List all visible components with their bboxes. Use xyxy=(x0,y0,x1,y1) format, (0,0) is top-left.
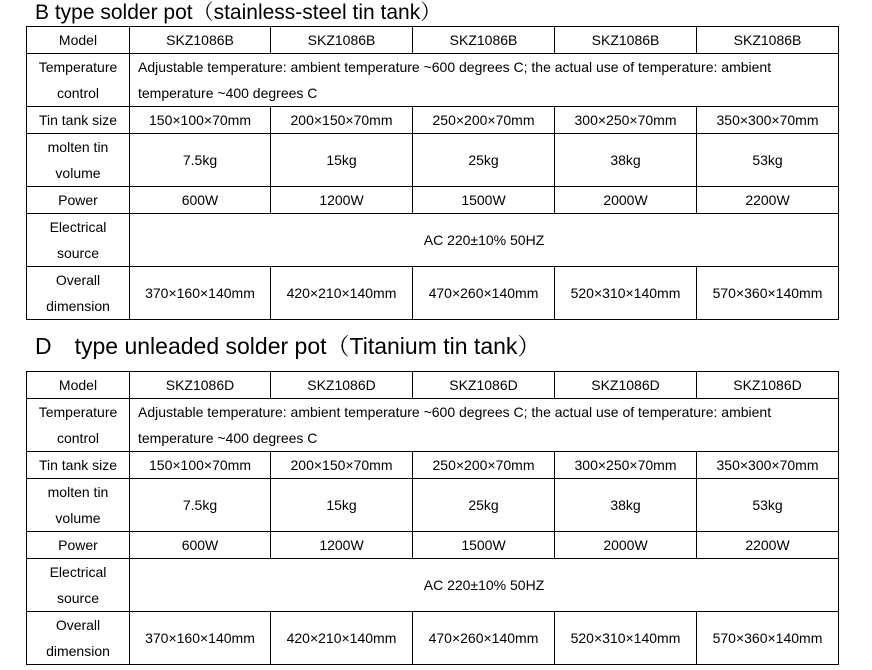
temperature-line-2: temperature ~400 degrees C xyxy=(138,430,318,446)
label-line: control xyxy=(56,85,100,101)
power-cell: 600W xyxy=(130,532,271,559)
volume-cell: 38kg xyxy=(555,134,697,187)
row-label-volume xyxy=(27,134,130,187)
table-row-power xyxy=(27,187,839,214)
model-cell: SKZ1086D xyxy=(697,372,839,399)
temperature-description xyxy=(130,54,839,107)
model-cell: SKZ1086D xyxy=(555,372,697,399)
dimension-cell: 370×160×140mm xyxy=(130,612,271,665)
tank-size-cell: 250×200×70mm xyxy=(413,107,555,134)
table-row-temperature xyxy=(27,54,839,107)
electrical-source-cell: AC 220±10% 50HZ xyxy=(130,559,839,612)
tank-size-cell: 200×150×70mm xyxy=(271,107,413,134)
label-line: Electrical xyxy=(49,564,107,580)
table-row-dimension xyxy=(27,267,839,320)
label-line: volume xyxy=(55,510,101,526)
label-line: control xyxy=(56,430,100,446)
power-cell: 600W xyxy=(130,187,271,214)
tank-size-cell: 200×150×70mm xyxy=(271,452,413,479)
power-cell: 1200W xyxy=(271,532,413,559)
section-title-d-type: D type unleaded solder pot（Titanium tin tank） xyxy=(35,333,541,359)
dimension-cell: 420×210×140mm xyxy=(271,612,413,665)
dimension-cell: 520×310×140mm xyxy=(555,267,697,320)
row-label-tank-size: Tin tank size xyxy=(27,452,130,479)
model-cell: SKZ1086D xyxy=(413,372,555,399)
tank-size-cell: 250×200×70mm xyxy=(413,452,555,479)
label-line: Overall xyxy=(55,617,101,633)
model-cell: SKZ1086D xyxy=(130,372,271,399)
tank-size-cell: 300×250×70mm xyxy=(555,107,697,134)
volume-cell: 25kg xyxy=(413,479,555,532)
spec-table-d-type xyxy=(26,371,839,665)
temperature-description xyxy=(130,399,839,452)
label-line: source xyxy=(56,590,100,606)
power-cell: 2200W xyxy=(697,532,839,559)
model-cell: SKZ1086B xyxy=(130,27,271,54)
label-line: molten tin xyxy=(47,484,109,500)
label-line: Temperature xyxy=(38,404,118,420)
power-cell: 1200W xyxy=(271,187,413,214)
dimension-cell: 570×360×140mm xyxy=(697,612,839,665)
row-label-dimension xyxy=(27,267,130,320)
label-line: Overall xyxy=(55,272,101,288)
dimension-cell: 570×360×140mm xyxy=(697,267,839,320)
label-line: Electrical xyxy=(49,219,107,235)
row-label-model: Model xyxy=(27,372,130,399)
dimension-cell: 470×260×140mm xyxy=(413,267,555,320)
volume-cell: 7.5kg xyxy=(130,479,271,532)
volume-cell: 53kg xyxy=(697,134,839,187)
model-cell: SKZ1086B xyxy=(555,27,697,54)
volume-cell: 38kg xyxy=(555,479,697,532)
row-label-tank-size: Tin tank size xyxy=(27,107,130,134)
temperature-line-1: Adjustable temperature: ambient temperature ~600 degrees C; the actual use of temperature: ambient xyxy=(138,59,772,75)
model-cell: SKZ1086B xyxy=(271,27,413,54)
dimension-cell: 370×160×140mm xyxy=(130,267,271,320)
table-row-tank-size xyxy=(27,107,839,134)
tank-size-cell: 300×250×70mm xyxy=(555,452,697,479)
label-line: source xyxy=(56,245,100,261)
table-row-tank-size xyxy=(27,452,839,479)
dimension-cell: 520×310×140mm xyxy=(555,612,697,665)
volume-cell: 25kg xyxy=(413,134,555,187)
table-row-power xyxy=(27,532,839,559)
tank-size-cell: 150×100×70mm xyxy=(130,452,271,479)
table-row-model xyxy=(27,27,839,54)
power-cell: 1500W xyxy=(413,532,555,559)
model-cell: SKZ1086B xyxy=(697,27,839,54)
temperature-line-1: Adjustable temperature: ambient temperature ~600 degrees C; the actual use of temperature: ambient xyxy=(138,404,772,420)
label-line: dimension xyxy=(46,298,110,314)
dimension-cell: 420×210×140mm xyxy=(271,267,413,320)
table-row-dimension xyxy=(27,612,839,665)
electrical-source-cell: AC 220±10% 50HZ xyxy=(130,214,839,267)
row-label-power: Power xyxy=(27,187,130,214)
label-line: dimension xyxy=(46,643,110,659)
row-label-power: Power xyxy=(27,532,130,559)
power-cell: 1500W xyxy=(413,187,555,214)
row-label-electrical xyxy=(27,559,130,612)
volume-cell: 53kg xyxy=(697,479,839,532)
model-cell: SKZ1086D xyxy=(271,372,413,399)
volume-cell: 7.5kg xyxy=(130,134,271,187)
tank-size-cell: 350×300×70mm xyxy=(697,452,839,479)
table-row-volume xyxy=(27,479,839,532)
section-title-b-type: B type solder pot（stainless-steel tin tank） xyxy=(35,1,442,24)
table-row-volume xyxy=(27,134,839,187)
volume-cell: 15kg xyxy=(271,479,413,532)
power-cell: 2200W xyxy=(697,187,839,214)
tank-size-cell: 350×300×70mm xyxy=(697,107,839,134)
label-line: Temperature xyxy=(38,59,118,75)
row-label-model: Model xyxy=(27,27,130,54)
label-line: molten tin xyxy=(47,139,109,155)
tank-size-cell: 150×100×70mm xyxy=(130,107,271,134)
row-label-temperature xyxy=(27,399,130,452)
row-label-dimension xyxy=(27,612,130,665)
label-line: volume xyxy=(55,165,101,181)
row-label-volume xyxy=(27,479,130,532)
dimension-cell: 470×260×140mm xyxy=(413,612,555,665)
row-label-electrical xyxy=(27,214,130,267)
spec-table-b-type xyxy=(26,26,839,320)
row-label-temperature xyxy=(27,54,130,107)
temperature-line-2: temperature ~400 degrees C xyxy=(138,85,318,101)
model-cell: SKZ1086B xyxy=(413,27,555,54)
power-cell: 2000W xyxy=(555,532,697,559)
volume-cell: 15kg xyxy=(271,134,413,187)
power-cell: 2000W xyxy=(555,187,697,214)
table-row-temperature xyxy=(27,399,839,452)
table-row-model xyxy=(27,372,839,399)
table-row-electrical xyxy=(27,214,839,267)
table-row-electrical xyxy=(27,559,839,612)
